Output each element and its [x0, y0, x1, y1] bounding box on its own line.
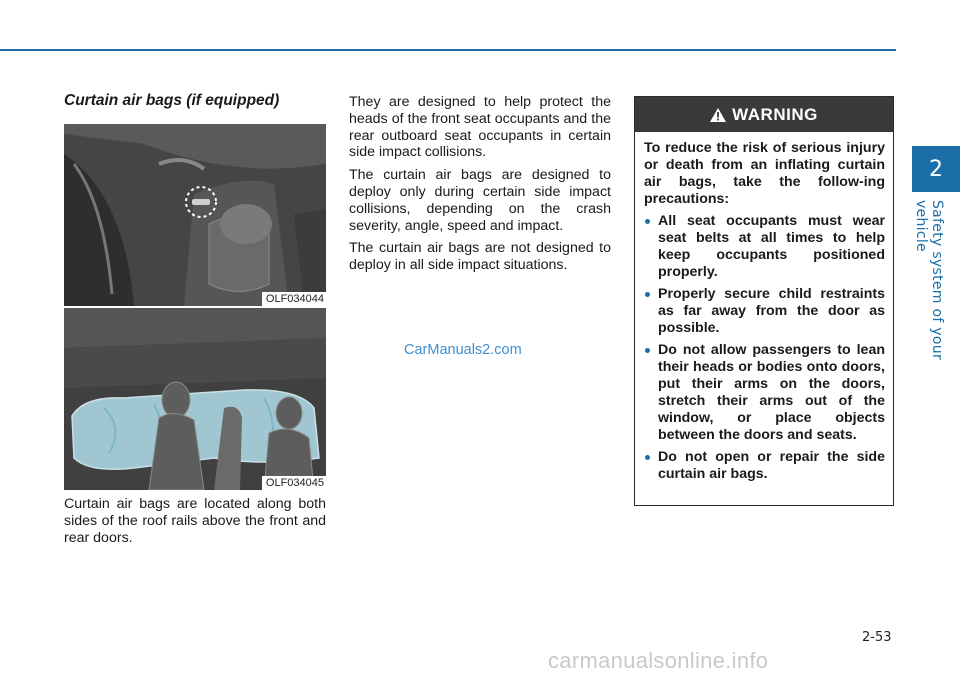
- warning-triangle-icon: [710, 108, 726, 122]
- middle-column: [349, 94, 611, 280]
- paragraph: The curtain air bags are designed to deploy only during certain side impact collisions, depending on the crash severity, angle, speed and impact.: [349, 167, 611, 234]
- warning-intro: To reduce the risk of serious injury or death from an inflating curtain air bags, take the follow-ing precautions:: [644, 140, 885, 207]
- warning-body: [635, 132, 893, 483]
- warning-item: Properly secure child restraints as far away from the door as possible.: [644, 286, 885, 337]
- paragraph: They are designed to help protect the heads of the front seat occupants and the rear outboard seat occupants in certain side impact collisions.: [349, 94, 611, 161]
- warning-box: [634, 96, 894, 506]
- left-column: [64, 92, 326, 552]
- figure-airbag-deployed-photo: [64, 308, 326, 490]
- section-number-tab: 2: [912, 146, 960, 192]
- paragraph: The curtain air bags are not designed to deploy in all side impact situations.: [349, 240, 611, 274]
- footer-watermark[interactable]: carmanualsonline.info: [548, 648, 769, 673]
- page-number: 2-53: [862, 630, 892, 645]
- figure-code: OLF034045: [262, 476, 326, 490]
- section-heading: Curtain air bags (if equipped): [64, 92, 280, 109]
- warning-item: Do not allow passengers to lean their heads or bodies onto doors, put their arms on the doors, stretch their arms out of the window, or place objects between the doors and seats.: [644, 342, 885, 444]
- warning-list: [644, 213, 885, 483]
- curtain-airbag-illustration: [64, 308, 326, 490]
- curtain-airbag-location-text: Curtain air bags are located along both sides of the roof rails above the front and rear doors.: [64, 496, 326, 546]
- section-title: Safety system of your vehicle: [913, 200, 945, 361]
- warning-item: Do not open or repair the side curtain air bags.: [644, 449, 885, 483]
- figure-code: OLF034044: [262, 292, 326, 306]
- warning-title: WARNING: [732, 104, 818, 124]
- warning-item: All seat occupants must wear seat belts at all times to help keep occupants positioned properly.: [644, 213, 885, 281]
- headliner-illustration: [64, 124, 326, 306]
- figure-headliner-photo: [64, 124, 326, 306]
- watermark-link[interactable]: CarManuals2.com: [404, 342, 522, 358]
- header-rule: [0, 49, 896, 51]
- warning-header: [635, 97, 893, 132]
